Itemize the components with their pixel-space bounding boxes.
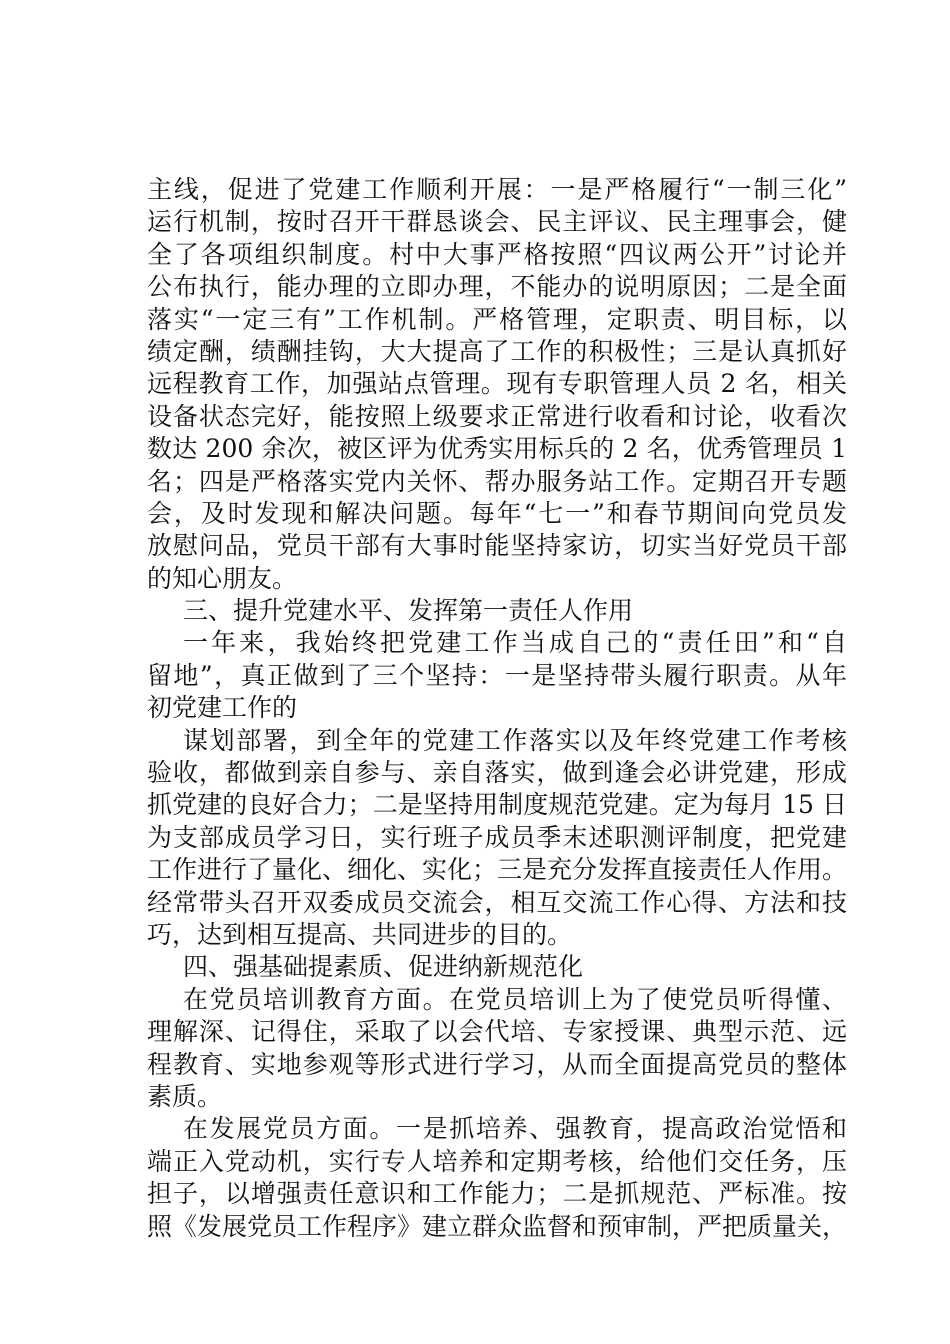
document-body <box>147 174 847 1243</box>
text-line: 落实“一定三有”工作机制。严格管理，定职责、明目标，以 <box>147 304 847 334</box>
text-line: 担子，以增强责任意识和工作能力；二是抓规范、严标准。按 <box>147 1179 847 1209</box>
text-line: 照《发展党员工作程序》建立群众监督和预审制，严把质量关， <box>147 1211 847 1241</box>
text-line: 巧，达到相互提高、共同进步的目的。 <box>147 919 573 949</box>
text-line: 放慰问品，党员干部有大事时能坚持家访，切实当好党员干部 <box>147 531 847 561</box>
text-line: 理解深、记得住，采取了以会代培、专家授课、典型示范、远 <box>147 1017 847 1047</box>
text-line: 会，及时发现和解决问题。每年“七一”和春节期间向党员发 <box>147 498 847 528</box>
text-line: 全了各项组织制度。村中大事严格按照“四议两公开”讨论并 <box>147 239 847 269</box>
text-line: 验收，都做到亲自参与、亲自落实，做到逢会必讲党建，形成 <box>147 758 847 788</box>
text-line: 四、强基础提素质、促进纳新规范化 <box>183 952 584 982</box>
text-line: 的知心朋友。 <box>147 563 298 593</box>
text-line: 设备状态完好，能按照上级要求正常进行收看和讨论，收看次 <box>147 401 847 431</box>
text-line: 名；四是严格落实党内关怀、帮办服务站工作。定期召开专题 <box>147 466 847 496</box>
text-line: 留地”，真正做到了三个坚持：一是坚持带头履行职责。从年 <box>147 660 847 690</box>
text-line: 在党员培训教育方面。在党员培训上为了使党员听得懂、 <box>183 984 847 1014</box>
text-line: 主线，促进了党建工作顺利开展：一是严格履行“一制三化” <box>147 175 847 204</box>
text-line: 远程教育工作，加强站点管理。现有专职管理人员 2 名，相关 <box>147 369 847 399</box>
text-line: 为支部成员学习日，实行班子成员季末述职测评制度，把党建 <box>147 822 847 852</box>
text-line: 抓党建的良好合力；二是坚持用制度规范党建。定为每月 15 日 <box>147 790 847 820</box>
text-line: 一年来，我始终把党建工作当成自己的“责任田”和“自 <box>183 628 847 658</box>
text-line: 运行机制，按时召开干群恳谈会、民主评议、民主理事会，健 <box>147 207 847 237</box>
text-line: 绩定酬，绩酬挂钩，大大提高了工作的积极性；三是认真抓好 <box>147 336 847 366</box>
text-line: 公布执行，能办理的立即办理，不能办的说明原因；二是全面 <box>147 272 847 302</box>
text-line: 在发展党员方面。一是抓培养、强教育，提高政治觉悟和 <box>183 1114 847 1144</box>
text-line: 数达 200 余次，被区评为优秀实用标兵的 2 名，优秀管理员 1 <box>147 434 847 464</box>
text-line: 初党建工作的 <box>147 693 298 723</box>
text-line: 谋划部署，到全年的党建工作落实以及年终党建工作考核 <box>183 725 847 755</box>
text-line: 三、提升党建水平、发挥第一责任人作用 <box>183 596 634 626</box>
text-line: 经常带头召开双委成员交流会，相互交流工作心得、方法和技 <box>147 887 847 917</box>
text-line: 素质。 <box>147 1081 223 1111</box>
text-line: 工作进行了量化、细化、实化；三是充分发挥直接责任人作用。 <box>147 855 847 885</box>
text-line: 程教育、实地参观等形式进行学习，从而全面提高党员的整体 <box>147 1049 847 1079</box>
text-line: 端正入党动机，实行专人培养和定期考核，给他们交任务，压 <box>147 1146 847 1176</box>
